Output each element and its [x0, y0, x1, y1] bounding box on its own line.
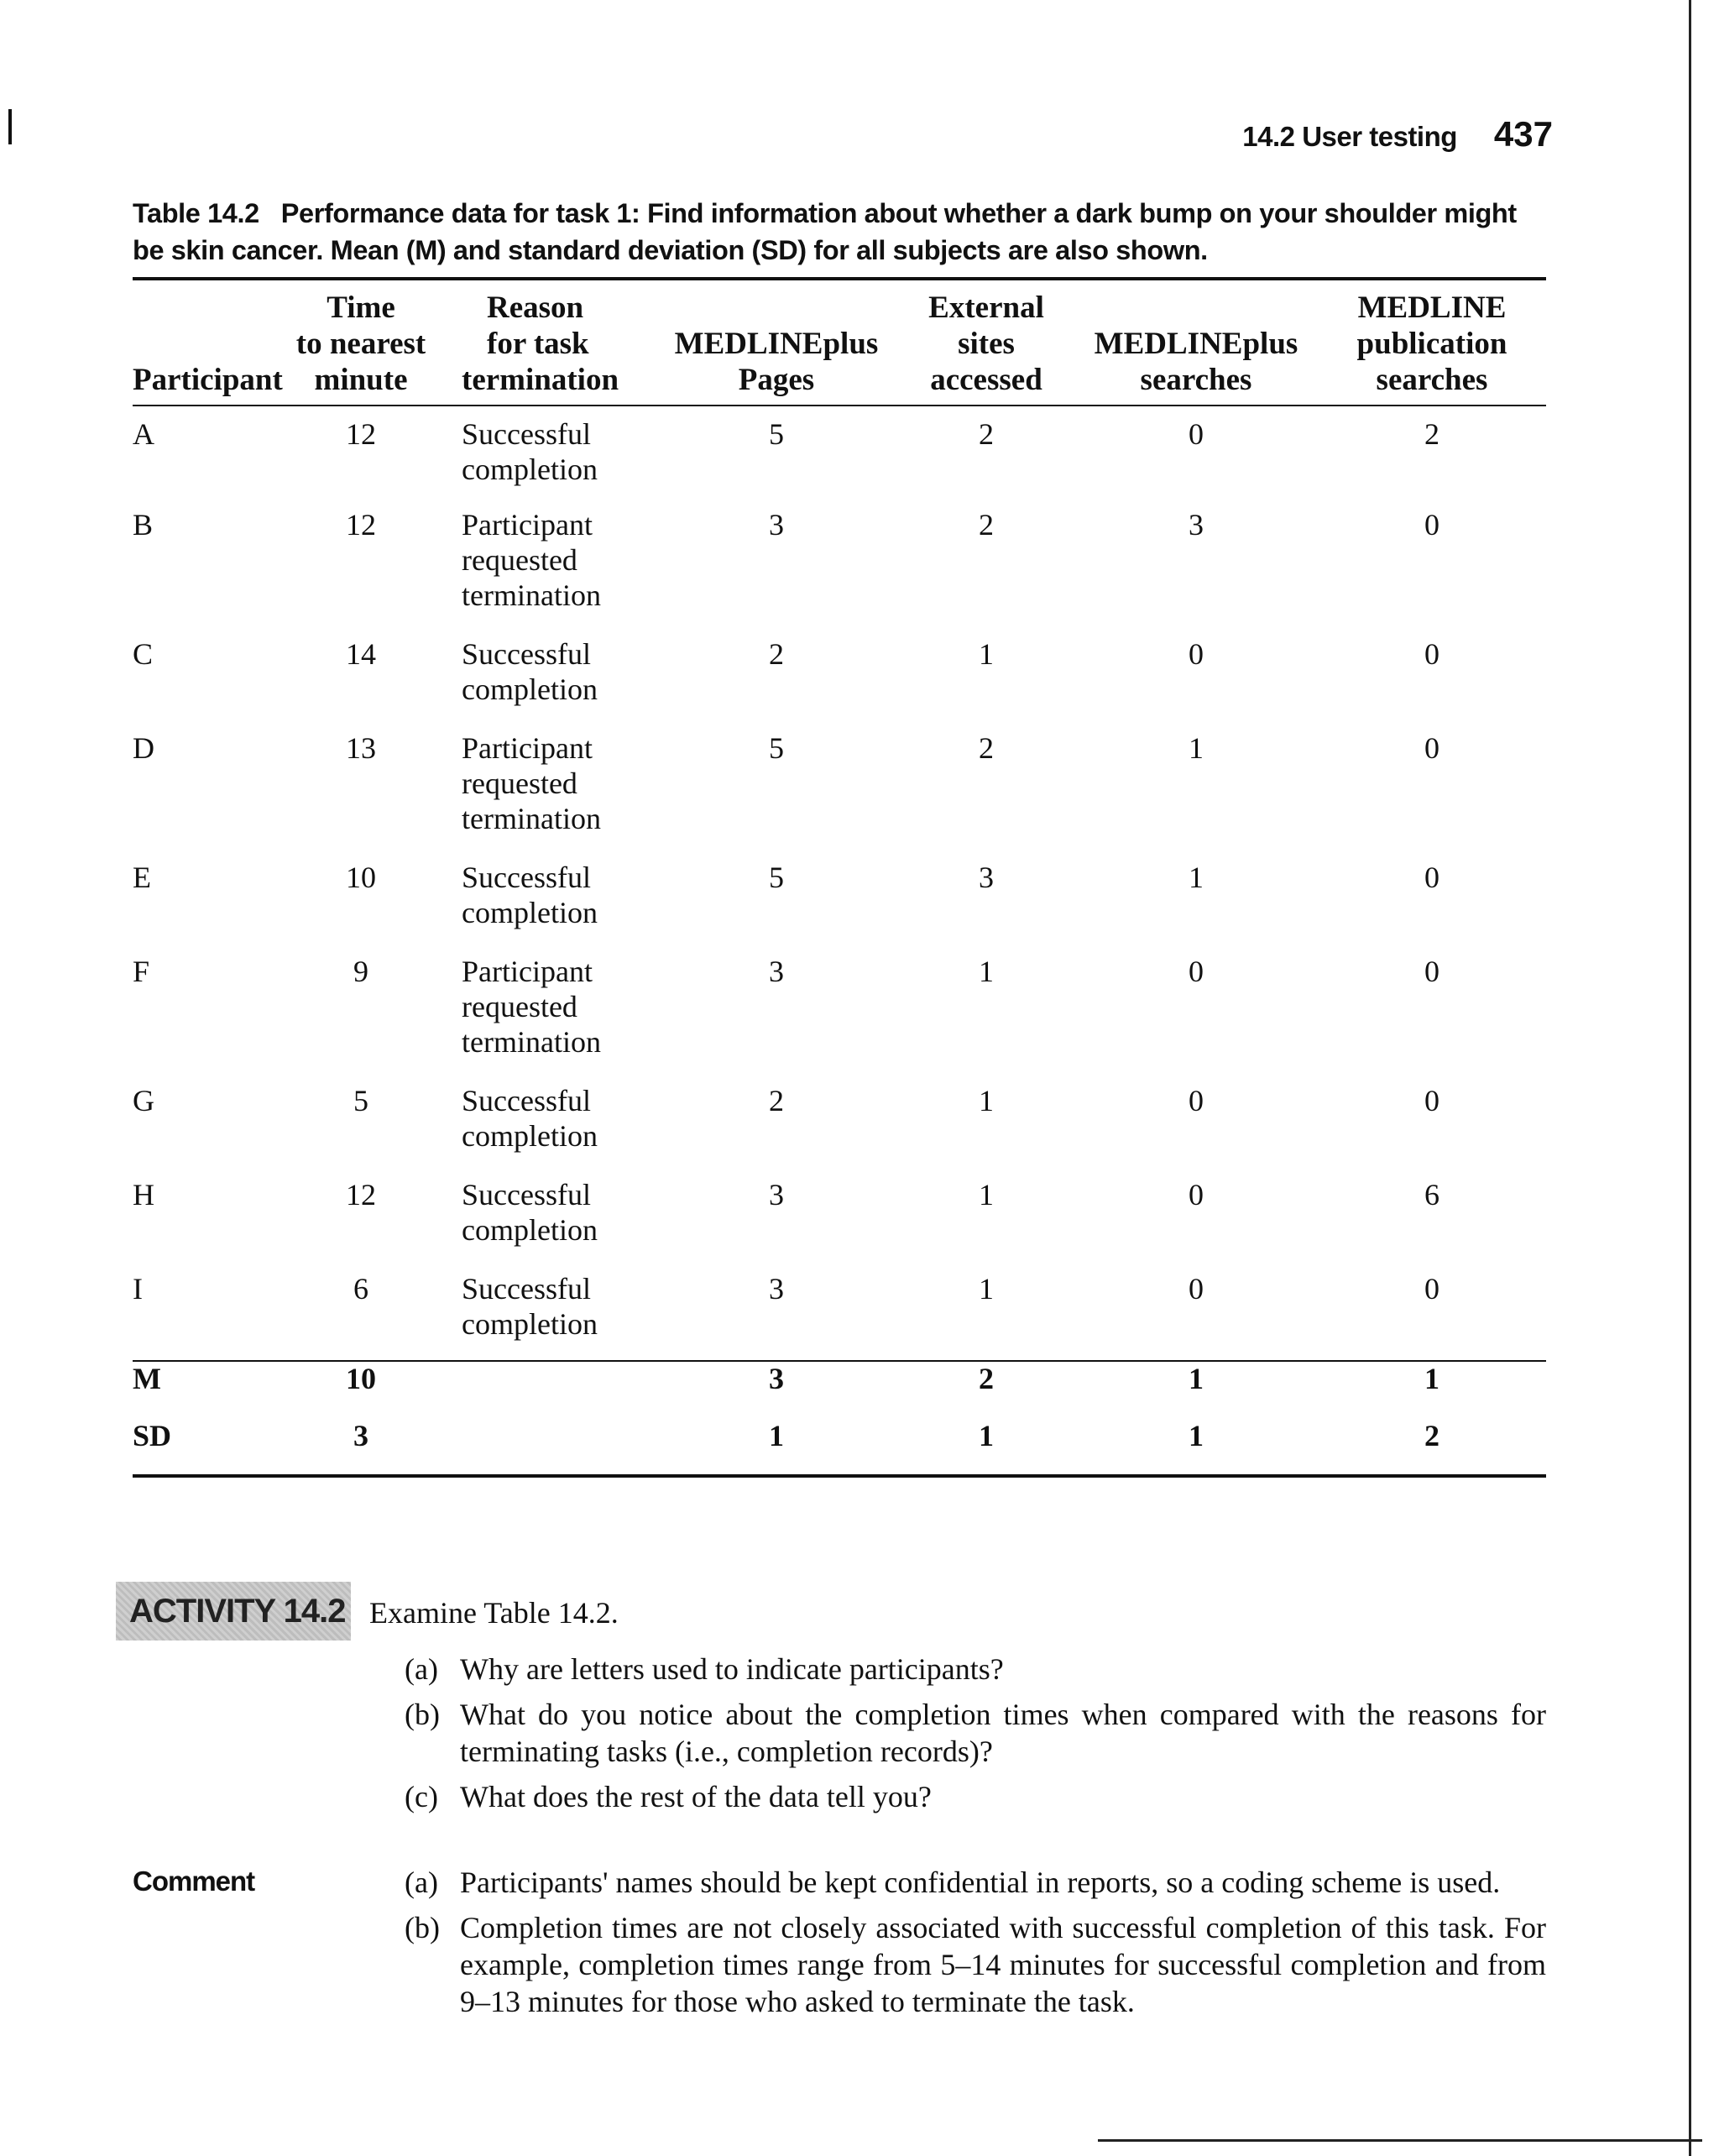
table-row: [133, 722, 1546, 851]
pages-cell: 5: [769, 731, 784, 765]
reason-cell: Participant requested termination: [462, 731, 601, 835]
table-bottom-rule: [133, 1474, 1546, 1478]
table-row: [133, 1075, 1546, 1169]
reason-cell: [436, 1407, 655, 1464]
searches-cell: 3: [1189, 508, 1204, 542]
pages-cell: 3: [769, 1178, 784, 1211]
participant-cell: H: [133, 1178, 154, 1211]
reason-cell: Successful completion: [462, 861, 598, 929]
external-sites-cell: 1: [979, 1178, 994, 1211]
time-cell: 14: [346, 637, 376, 671]
participant-cell: D: [133, 731, 154, 765]
activity-badge-label: ACTIVITY 14.2: [129, 1592, 346, 1630]
external-sites-cell: 1: [979, 1084, 994, 1117]
table-caption: [133, 195, 1518, 269]
time-cell: 9: [353, 955, 368, 988]
performance-table: [133, 277, 1546, 1464]
time-cell: 6: [353, 1272, 368, 1306]
participant-cell: C: [133, 637, 154, 671]
header-participant: Participant: [133, 363, 283, 397]
publication-cell: 0: [1424, 508, 1439, 542]
summary-row: [133, 1407, 1546, 1464]
pages-cell: 1: [769, 1419, 784, 1452]
external-sites-cell: 2: [979, 731, 994, 765]
table-row: [133, 945, 1546, 1075]
external-sites-cell: 1: [979, 637, 994, 671]
participant-cell: A: [133, 417, 154, 451]
activity-badge: [116, 1582, 351, 1641]
pages-cell: 3: [769, 1362, 784, 1395]
reason-cell: Successful completion: [462, 1272, 598, 1341]
time-cell: 10: [346, 861, 376, 894]
publication-cell: 0: [1424, 1272, 1439, 1306]
external-sites-cell: 1: [979, 955, 994, 988]
time-cell: 12: [346, 508, 376, 542]
table-caption-text: Performance data for task 1: Find information about whether a dark bump on your shoulder might be skin cancer. Mean (M) and standard deviation (SD) for all subjects are also shown.: [133, 198, 1517, 265]
time-cell: 13: [346, 731, 376, 765]
time-cell: 10: [346, 1362, 376, 1395]
scan-margin-mark: [8, 109, 12, 144]
external-sites-cell: 3: [979, 861, 994, 894]
publication-cell: 0: [1424, 955, 1439, 988]
activity-lead: Examine Table 14.2.: [369, 1596, 619, 1630]
external-sites-cell: 2: [979, 417, 994, 451]
publication-cell: 2: [1424, 417, 1439, 451]
header-medline-publication-searches: MEDLINE publication searches: [1356, 290, 1507, 397]
searches-cell: 0: [1189, 955, 1204, 988]
reason-cell: Participant requested termination: [462, 955, 601, 1059]
header-medlineplus-searches: MEDLINEplus searches: [1094, 327, 1298, 397]
publication-cell: 0: [1424, 731, 1439, 765]
pages-cell: 5: [769, 417, 784, 451]
running-head: [1217, 114, 1553, 153]
comment-answer: (b) Completion times are not closely associated with successful completion of this task. For example, completion times range from 5–14 minutes for successful completion and from 9–13 minutes for those who asked to terminate the task.: [405, 1911, 1546, 2018]
searches-cell: 0: [1189, 417, 1204, 451]
table-row: [133, 1263, 1546, 1350]
reason-cell: Successful completion: [462, 1178, 598, 1247]
publication-cell: 0: [1424, 637, 1439, 671]
pages-cell: 3: [769, 1272, 784, 1306]
publication-cell: 1: [1424, 1362, 1439, 1395]
activity-question: (a) Why are letters used to indicate participants?: [405, 1652, 1004, 1686]
summary-label-cell: SD: [133, 1419, 172, 1452]
publication-cell: 6: [1424, 1178, 1439, 1211]
table-row: [133, 628, 1546, 722]
footer-rule: [1098, 2139, 1702, 2142]
table-caption-label: Table 14.2: [133, 198, 259, 228]
pages-cell: 2: [769, 637, 784, 671]
publication-cell: 2: [1424, 1419, 1439, 1452]
pages-cell: 5: [769, 861, 784, 894]
reason-cell: Successful completion: [462, 1084, 598, 1153]
table-row: [133, 851, 1546, 945]
header-medlineplus-pages: MEDLINEplus Pages: [674, 327, 879, 397]
table-row: [133, 1169, 1546, 1263]
summary-label-cell: M: [133, 1362, 161, 1395]
time-cell: 12: [346, 1178, 376, 1211]
activity-question: (c) What does the rest of the data tell you?: [405, 1780, 932, 1813]
table-row: [133, 499, 1546, 628]
pages-cell: 2: [769, 1084, 784, 1117]
searches-cell: 1: [1189, 731, 1204, 765]
searches-cell: 0: [1189, 1272, 1204, 1306]
searches-cell: 1: [1189, 1419, 1204, 1452]
external-sites-cell: 1: [979, 1272, 994, 1306]
reason-cell: Successful completion: [462, 417, 598, 486]
time-cell: 12: [346, 417, 376, 451]
external-sites-cell: 1: [979, 1419, 994, 1452]
reason-cell: [436, 1350, 655, 1407]
searches-cell: 1: [1189, 1362, 1204, 1395]
activity-question: (b) What do you notice about the completion times when compared with the reasons for terminating tasks (i.e., completion records)?: [405, 1698, 1546, 1768]
page-number: 437: [1493, 114, 1553, 154]
time-cell: 3: [353, 1419, 368, 1452]
external-sites-cell: 2: [979, 1362, 994, 1395]
running-head-section: 14.2 User testing: [1242, 121, 1457, 152]
searches-cell: 0: [1189, 1084, 1204, 1117]
comment-answer: (a) Participants' names should be kept confidential in reports, so a coding scheme is used.: [405, 1866, 1501, 1899]
external-sites-cell: 2: [979, 508, 994, 542]
activity-questions: [405, 1651, 1546, 1824]
header-time: Time to nearest minute: [295, 290, 426, 397]
header-reason: Reason for task termination: [462, 290, 619, 397]
table-header-row: [133, 277, 1546, 405]
comment-label: Comment: [133, 1866, 255, 1897]
reason-cell: Successful completion: [462, 637, 598, 706]
participant-cell: I: [133, 1272, 143, 1306]
searches-cell: 0: [1189, 637, 1204, 671]
page-edge-line: [1689, 0, 1691, 2156]
time-cell: 5: [353, 1084, 368, 1117]
reason-cell: Participant requested termination: [462, 508, 601, 612]
participant-cell: G: [133, 1084, 154, 1117]
publication-cell: 0: [1424, 861, 1439, 894]
pages-cell: 3: [769, 955, 784, 988]
searches-cell: 0: [1189, 1178, 1204, 1211]
participant-cell: B: [133, 508, 154, 542]
participant-cell: F: [133, 955, 150, 988]
summary-row: [133, 1350, 1546, 1407]
table-row: [133, 405, 1546, 499]
header-external-sites: External sites accessed: [928, 290, 1044, 397]
searches-cell: 1: [1189, 861, 1204, 894]
publication-cell: 0: [1424, 1084, 1439, 1117]
pages-cell: 3: [769, 508, 784, 542]
participant-cell: E: [133, 861, 151, 894]
comment-answers: [405, 1864, 1546, 2028]
